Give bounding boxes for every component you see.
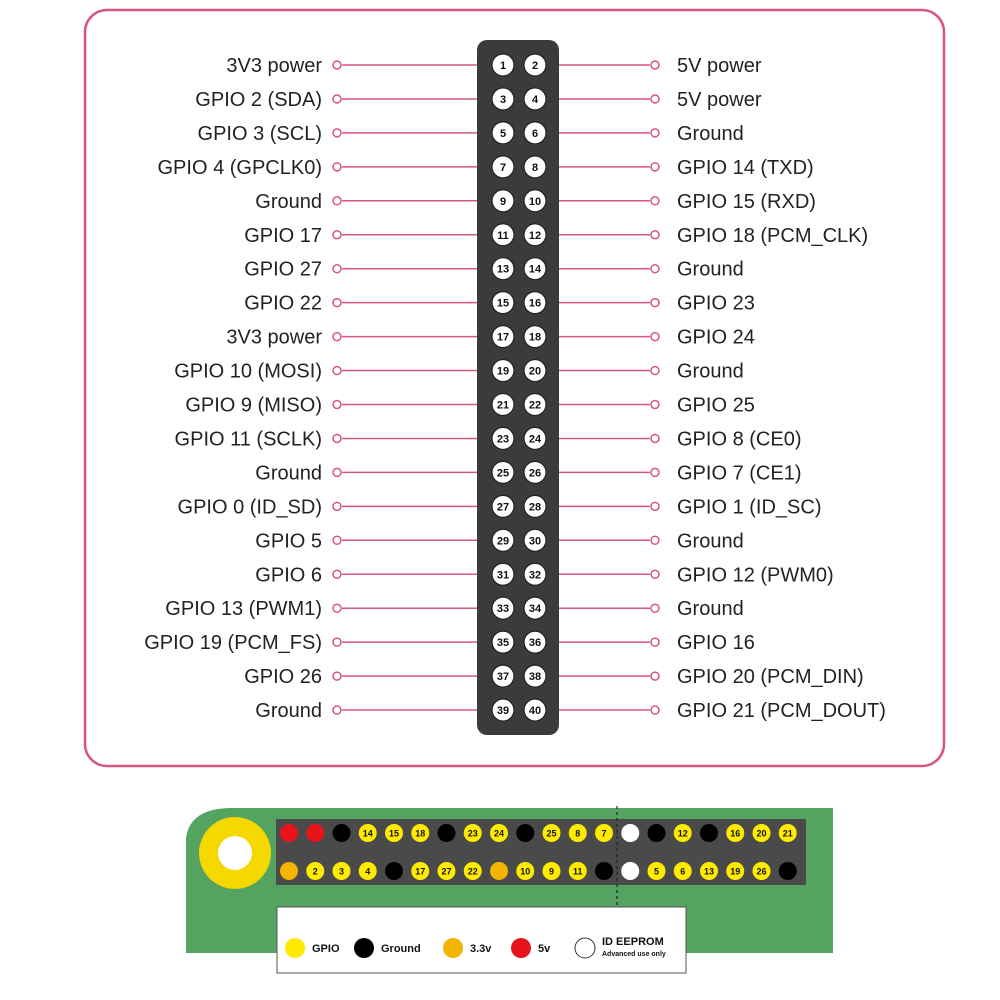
pin-label: GPIO 11 (SCLK)	[174, 428, 322, 451]
board-pin-label: 14	[362, 828, 373, 839]
leader-end	[651, 604, 659, 612]
legend-swatch-5v	[511, 938, 531, 958]
board-pin-ground	[516, 824, 534, 842]
board-pin-ground	[779, 862, 797, 880]
board-pin-label: 22	[467, 866, 478, 877]
pin-number: 24	[528, 433, 542, 446]
pin-number: 28	[528, 501, 542, 514]
pin-label: GPIO 9 (MISO)	[185, 394, 322, 417]
leader-end	[333, 604, 341, 612]
legend-swatch-3v3	[443, 938, 463, 958]
pin-label: GPIO 0 (ID_SD)	[177, 496, 322, 519]
leader-end	[333, 265, 341, 273]
legend	[277, 907, 686, 973]
board-pin-label: 7	[601, 828, 607, 839]
pin-label: GPIO 14 (TXD)	[677, 156, 814, 179]
pin-label: Ground	[255, 462, 322, 485]
pin-label: GPIO 20 (PCM_DIN)	[677, 666, 864, 689]
board-pin-label: 16	[730, 828, 741, 839]
leader-end	[333, 129, 341, 137]
pin-number: 22	[528, 399, 542, 412]
legend-swatch-gpio	[285, 938, 305, 958]
board-pin-5v	[306, 824, 324, 842]
pin-number: 3	[499, 93, 507, 106]
pin-number: 34	[528, 603, 542, 616]
leader-end	[333, 231, 341, 239]
leader-end	[651, 197, 659, 205]
pin-number: 15	[496, 297, 510, 310]
leader-end	[651, 61, 659, 69]
pin-label: GPIO 15 (RXD)	[677, 190, 816, 213]
pin-number: 19	[496, 365, 510, 378]
pin-label: GPIO 21 (PCM_DOUT)	[677, 700, 886, 723]
pin-label: GPIO 18 (PCM_CLK)	[677, 224, 869, 247]
pin-label: GPIO 12 (PWM0)	[677, 564, 834, 587]
pin-label: GPIO 25	[677, 394, 755, 417]
pin-number: 8	[531, 161, 539, 174]
pin-number: 11	[497, 229, 509, 242]
legend-swatch-eeprom	[575, 938, 595, 958]
leader-end	[333, 672, 341, 680]
pin-label: GPIO 17	[244, 224, 322, 247]
leader-end	[333, 536, 341, 544]
leader-end	[333, 468, 341, 476]
board-pin-eeprom	[621, 862, 639, 880]
leader-end	[333, 61, 341, 69]
legend-label: Ground	[381, 943, 421, 955]
pin-number: 10	[528, 195, 542, 208]
pin-number: 40	[528, 705, 542, 718]
board-pin-5v	[280, 824, 298, 842]
legend-label: GPIO	[312, 943, 340, 955]
pin-number: 21	[496, 399, 510, 412]
pin-number: 32	[528, 569, 542, 582]
board-pin-label: 25	[546, 828, 557, 839]
pin-label: Ground	[255, 190, 322, 213]
leader-end	[333, 502, 341, 510]
leader-end	[333, 333, 341, 341]
pin-label: Ground	[677, 360, 744, 383]
header-body	[477, 40, 559, 735]
pin-label: GPIO 26	[244, 666, 322, 689]
pin-label: GPIO 6	[255, 564, 322, 587]
mounting-hole	[218, 836, 252, 870]
board-pin-3v3	[490, 862, 508, 880]
board-pin-label: 5	[653, 866, 660, 877]
pin-label: 5V power	[677, 55, 762, 77]
pin-label: GPIO 10 (MOSI)	[174, 360, 322, 383]
pin-number: 31	[496, 569, 510, 582]
leader-end	[651, 536, 659, 544]
leader-end	[333, 638, 341, 646]
pin-label: GPIO 4 (GPCLK0)	[157, 156, 322, 179]
pin-label: GPIO 8 (CE0)	[677, 428, 802, 451]
board-pin-label: 26	[756, 866, 767, 877]
leader-end	[333, 570, 341, 578]
pin-label: 5V power	[677, 88, 762, 111]
pin-number: 14	[528, 263, 542, 276]
leader-end	[651, 638, 659, 646]
pin-label: GPIO 3 (SCL)	[197, 122, 322, 145]
board-pin-3v3	[280, 862, 298, 880]
board-pin-label: 21	[782, 828, 793, 839]
leader-end	[651, 434, 659, 442]
leader-end	[333, 401, 341, 409]
board-pin-label: 27	[441, 866, 452, 877]
pin-number: 17	[496, 331, 510, 344]
pin-number: 12	[528, 229, 542, 242]
board-pin-label: 9	[548, 866, 555, 877]
pin-label: GPIO 2 (SDA)	[195, 88, 322, 111]
board-pin-label: 11	[572, 866, 583, 877]
legend-label: ID EEPROM	[602, 936, 664, 948]
pin-number: 36	[528, 637, 542, 650]
pin-number: 35	[496, 637, 510, 650]
pin-number: 29	[496, 535, 510, 548]
pin-number: 38	[528, 671, 542, 684]
board-pin-ground	[595, 862, 613, 880]
board-pin-label: 15	[388, 828, 400, 839]
leader-end	[651, 265, 659, 273]
board-pin-label: 17	[415, 866, 426, 877]
pin-number: 1	[499, 60, 507, 72]
pin-number: 18	[528, 331, 542, 344]
board-pin-ground	[385, 862, 403, 880]
leader-end	[333, 434, 341, 442]
leader-end	[651, 401, 659, 409]
pin-number: 26	[528, 467, 542, 480]
board-pin-label: 2	[312, 866, 318, 877]
leader-end	[651, 163, 659, 171]
leader-end	[651, 570, 659, 578]
board-pin-label: 24	[493, 828, 505, 839]
pin-label: GPIO 24	[677, 326, 755, 349]
pin-label: GPIO 5	[255, 530, 322, 553]
pin-number: 27	[496, 501, 510, 514]
leader-end	[651, 129, 659, 137]
pin-label: GPIO 1 (ID_SC)	[677, 496, 822, 519]
leader-end	[651, 672, 659, 680]
pin-label: Ground	[255, 700, 322, 723]
board-pin-label: 19	[730, 866, 741, 877]
leader-end	[651, 299, 659, 307]
legend-label: 5v	[538, 943, 551, 955]
pin-label: GPIO 19 (PCM_FS)	[144, 632, 322, 655]
board-pin-label: 12	[677, 828, 688, 839]
leader-end	[333, 163, 341, 171]
board-pin-label: 4	[365, 866, 371, 877]
pin-label: Ground	[677, 530, 744, 553]
pin-number: 13	[496, 263, 510, 276]
board-pin-ground	[648, 824, 666, 842]
pin-label: GPIO 23	[677, 292, 755, 315]
pin-label: GPIO 7 (CE1)	[677, 462, 802, 485]
pin-number: 39	[496, 705, 510, 718]
pin-number: 6	[531, 127, 539, 140]
pin-number: 30	[528, 535, 542, 548]
leader-end	[651, 95, 659, 103]
pin-label: 3V3 power	[226, 326, 322, 349]
leader-end	[651, 706, 659, 714]
leader-end	[651, 333, 659, 341]
pin-number: 9	[499, 195, 507, 208]
pin-number: 16	[528, 297, 542, 310]
leader-end	[333, 95, 341, 103]
pin-label: GPIO 16	[677, 632, 755, 655]
leader-end	[651, 468, 659, 476]
board-pin-label: 20	[756, 828, 767, 839]
pin-label: Ground	[677, 122, 744, 145]
pin-label: Ground	[677, 598, 744, 621]
pin-label: GPIO 27	[244, 258, 322, 281]
board-pin-label: 18	[415, 828, 426, 839]
pin-label: 3V3 power	[226, 55, 322, 77]
leader-end	[651, 231, 659, 239]
board-pin-ground	[700, 824, 718, 842]
board-pin-strip	[276, 819, 806, 885]
board-pin-ground	[333, 824, 351, 842]
pin-number: 37	[496, 671, 510, 684]
pin-number: 23	[496, 433, 510, 446]
legend-label: 3.3v	[470, 943, 492, 955]
board-pin-ground	[438, 824, 456, 842]
legend-sublabel: Advanced use only	[602, 951, 666, 958]
board-pin-label: 3	[338, 866, 345, 877]
board-pin-label: 23	[467, 828, 478, 839]
leader-end	[333, 197, 341, 205]
pin-number: 25	[496, 467, 510, 480]
board-pin-label: 13	[703, 866, 715, 877]
board-pin-label: 10	[520, 866, 531, 877]
pin-label: GPIO 22	[244, 292, 322, 315]
leader-end	[333, 367, 341, 375]
leader-end	[651, 502, 659, 510]
pin-number: 7	[499, 161, 507, 174]
pin-number: 20	[528, 365, 542, 378]
leader-end	[333, 299, 341, 307]
pin-number: 5	[499, 127, 507, 140]
pin-number: 4	[531, 93, 539, 106]
leader-end	[651, 367, 659, 375]
legend-swatch-ground	[354, 938, 374, 958]
board-pin-label: 8	[575, 828, 581, 839]
pin-label: Ground	[677, 258, 744, 281]
board-pin-label: 6	[680, 866, 686, 877]
pin-number: 2	[531, 60, 539, 72]
pin-number: 33	[496, 603, 510, 616]
pin-label: GPIO 13 (PWM1)	[165, 598, 322, 621]
board-pin-eeprom	[621, 824, 639, 842]
leader-end	[333, 706, 341, 714]
